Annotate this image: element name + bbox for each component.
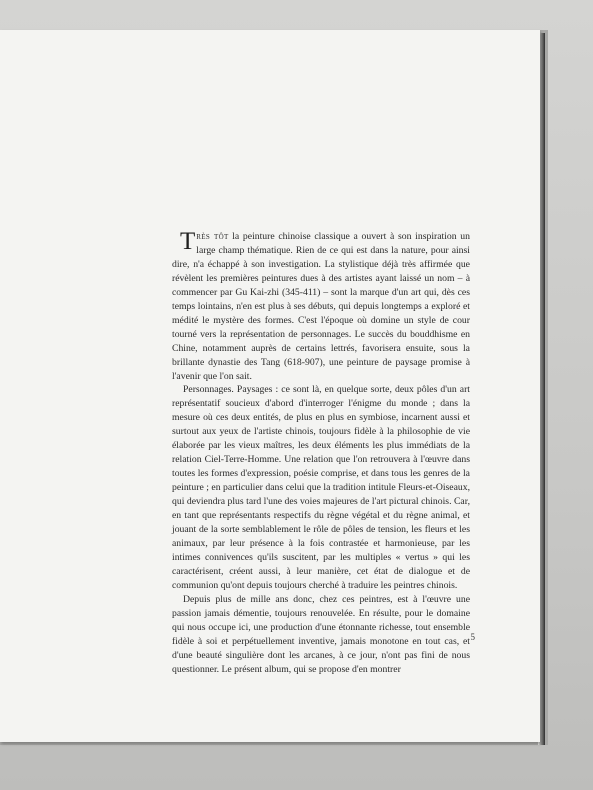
paragraph-3-text: Depuis plus de mille ans donc, chez ces peintres, est à l'œuvre une passion jamais démentie, toujours renouvelée. En résulte, pour le domaine qui nous occupe ici, une production d'une étonnante richesse, tout ensemble fidèle à soi et perpétuellement inventive, jamais monotone en tout cas, et d'une beauté singulière dont les arcanes, à ce jour, n'ont pas fini de nous questionner. Le présent album, qui se propose d'en montrer (172, 593, 470, 675)
paragraph-3 (172, 593, 470, 677)
paragraph-1 (172, 230, 470, 383)
page-number: 5 (470, 632, 475, 642)
paragraph-1-text: la peinture chinoise classique a ouvert à son inspiration un large champ thématique. Rien de ce qui est dans la nature, pour ainsi dire, n'a échappé à son investigation. La stylistique déjà très affirmée que révèlent les premières peintures dues à des artistes ayant laissé un nom – à commencer par Gu Kai-zhi (345-411) – sont la marque d'un art qui, dès ces temps lointains, n'en est plus à ses débuts, qui depuis longtemps a exploré et médité le mystère des formes. C'est l'époque où domine un style de cour tourné vers la représentation de personnages. Le succès du bouddhisme en Chine, notamment auprès de certains lettrés, favorisera ensuite, sous la brillante dynastie des Tang (618-907), une peinture de paysage promise à l'avenir que l'on sait. (172, 231, 470, 382)
lead-in-smallcaps: rès tôt (196, 231, 229, 242)
body-text (172, 230, 470, 677)
paragraph-2-text: Personnages. Paysages : ce sont là, en quelque sorte, deux pôles d'un art représentatif soucieux d'abord d'interroger l'énigme du monde ; dans la mesure où ces deux entités, de plus en plus en symbiose, incarnent aussi et surtout aux yeux de l'artiste chinois, toujours fidèle à la philosophie de vie élaborée par les vieux maîtres, les deux éléments les plus immédiats de la relation Ciel-Terre-Homme. Une relation que l'on retrouvera à l'œuvre dans toutes les formes d'expression, poésie comprise, et dans tous les genres de la peinture ; en particulier dans celui que la tradition intitule Fleurs-et-Oiseaux, qui deviendra plus tard l'une des voies majeures de l'art pictural chinois. Car, en tant que représentants respectifs du règne végétal et du règne animal, et jouant de la sorte semblablement le rôle de pôles de tension, les fleurs et les animaux, par leur présence à la fois contrastée et harmonieuse, par les intimes connivences qu'ils suscitent, par les multiples « vertus » qui les caractérisent, créent aussi, à leur manière, cet état de dialogue et de communion qu'ont depuis toujours cherché à traduire les peintres chinois. (172, 384, 470, 591)
drop-cap: T (180, 228, 196, 255)
paragraph-2 (172, 383, 470, 592)
